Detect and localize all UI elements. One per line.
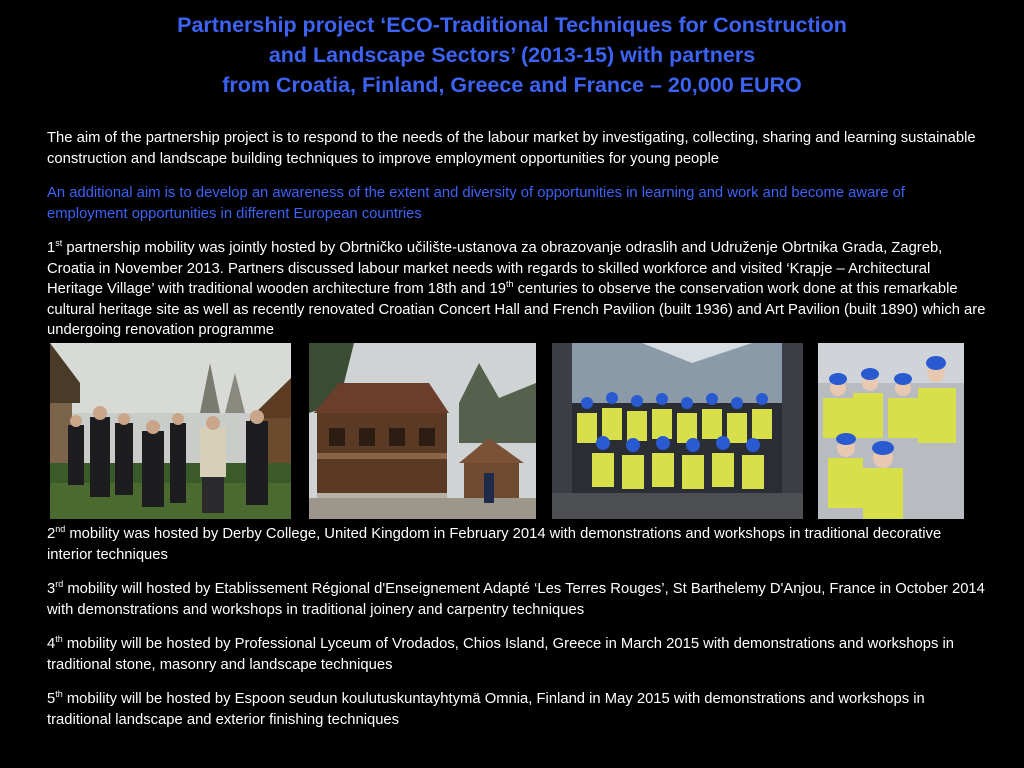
mobility-5-ordinal: th [55,689,63,700]
mobility-5-paragraph [47,689,987,730]
mobility-3-number: 3 [47,581,56,597]
title-line-3: from Croatia, Finland, Greece and France – 20,000 EURO [222,73,802,97]
mobility-3-text: mobility will hosted by Etablissement Régional d'Enseignement Adapté ‘Les Terres Rouges’, St Barthelemy D'Anjou, France in October 2014 with demonstrations and workshops in traditional joinery and carpentry techniques [47,581,985,618]
slide-title [40,10,984,100]
mobility-5-number: 5 [47,691,56,707]
mobility-2-ordinal: nd [55,524,66,535]
mobility-1-ordinal: st [55,238,63,249]
mobility-4-ordinal: th [55,634,63,645]
mobility-1-text-before: partnership mobility was jointly hosted by Obrtničko učilište-ustanova za obrazovanje odraslih and Udruženje Obrtnika Grada, Zagreb, Croatia in November 2013. Partners discussed labour market needs with regards to skilled workforce and visited ‘Krapje – Architectural Heritage Village’ with traditional wooden architecture from 18th and 19 [47,240,943,297]
mobility-3-ordinal: rd [55,579,64,590]
additional-aim-paragraph: An additional aim is to develop an awareness of the extent and diversity of opportunities in learning and work and become aware of employment opportunities in different European countries [47,185,905,222]
mobility-4-paragraph [47,634,987,675]
mobility-1-paragraph [47,238,987,341]
mobility-4-number: 4 [47,636,56,652]
photo-wooden-house [309,343,536,519]
photo-group-helmets [818,343,964,519]
photo-village-visit [50,343,291,519]
aim-paragraph: The aim of the partnership project is to respond to the needs of the labour market by investigating, collecting, sharing and learning sustainable construction and landscape building techniques to improve employment opportunities for young people [47,130,976,167]
title-line-2: and Landscape Sectors’ (2013-15) with partners [268,43,756,67]
mobility-4-text: mobility will be hosted by Professional Lyceum of Vrodados, Chios Island, Greece in March 2015 with demonstrations and workshops in traditional stone, masonry and landscape techniques [47,636,955,673]
mobility-1-century-ordinal: th [505,279,514,290]
mobility-2-text: mobility was hosted by Derby College, United Kingdom in February 2014 with demonstrations and workshops in traditional decorative interior techniques [47,526,942,563]
photo-group-hivis [552,343,803,519]
mobility-5-text: mobility will be hosted by Espoon seudun koulutuskuntayhtymä Omnia, Finland in May 2015 with demonstrations and workshops in traditional landscape and exterior finishing techniques [47,691,925,728]
title-line-1: Partnership project ‘ECO-Traditional Techniques for Construction [177,13,847,37]
mobility-1-text-after: centuries to observe the conservation work done at this remarkable cultural heritage site as well as recently renovated Croatian Concert Hall and French Pavilion (built 1936) and Art Pavilion (built 1890) which are undergoing renovation programme [47,281,986,338]
mobility-3-paragraph [47,579,987,620]
mobility-1-number: 1 [47,240,56,256]
mobility-2-number: 2 [47,526,56,542]
mobility-2-paragraph [47,524,987,565]
